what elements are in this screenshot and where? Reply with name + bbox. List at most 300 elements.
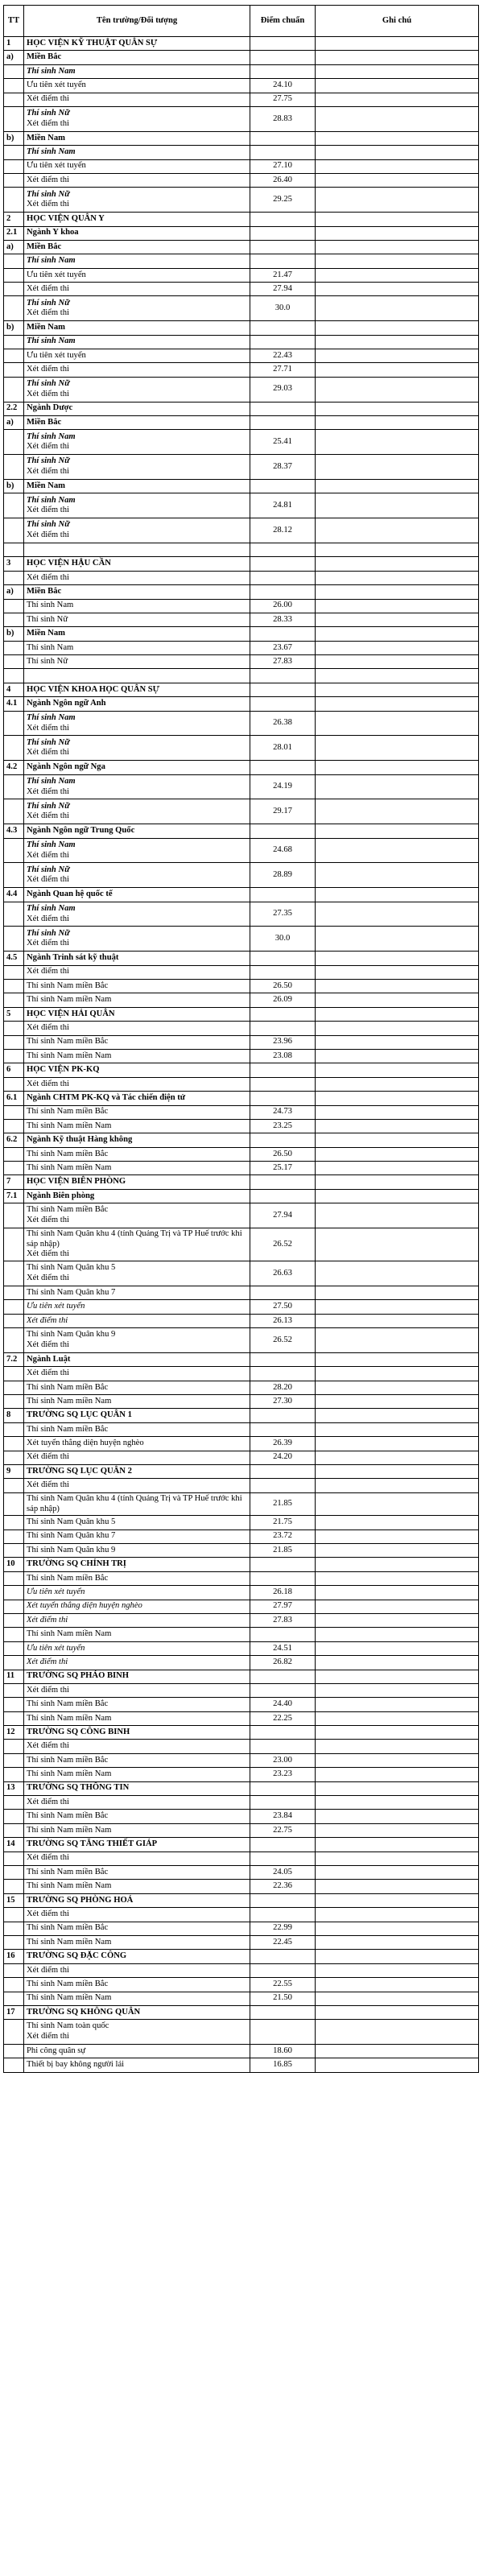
row-score-cell <box>250 1352 316 1366</box>
table-row <box>4 349 479 363</box>
row-number-cell <box>4 1381 24 1394</box>
row-number-cell <box>4 159 24 173</box>
row-name-line: Xét điểm thi <box>27 467 69 477</box>
row-name-line: Ưu tiên xét tuyển <box>27 1587 85 1597</box>
table-row <box>4 1465 479 1479</box>
row-note-cell <box>316 1352 479 1366</box>
row-note-cell <box>316 106 479 131</box>
row-name-line: Ưu tiên xét tuyển <box>27 350 86 360</box>
row-number-cell <box>4 455 24 480</box>
row-note-cell <box>316 711 479 736</box>
table-row <box>4 1880 479 1893</box>
table-row <box>4 335 479 349</box>
row-name-cell <box>24 1838 250 1852</box>
row-note-cell <box>316 51 479 64</box>
row-name-cell <box>24 1613 250 1627</box>
row-number-cell <box>4 1035 24 1049</box>
row-number-cell <box>4 993 24 1007</box>
row-name-cell <box>24 697 250 711</box>
row-name-line: Xét điểm thi <box>27 1315 68 1325</box>
row-name-line: TRƯỜNG SQ KHÔNG QUÂN <box>27 2007 141 2017</box>
row-name-line: HỌC VIỆN HẬU CẦN <box>27 559 111 568</box>
table-row <box>4 1261 479 1286</box>
row-name-line: Xét điểm thi <box>27 748 69 758</box>
row-name-cell <box>24 1530 250 1543</box>
row-name-line: Xét điểm thi <box>27 1274 69 1283</box>
row-name-line: Xét tuyển thẳng diện huyện nghèo <box>27 1601 142 1611</box>
table-row <box>4 254 479 268</box>
row-name-cell <box>24 1753 250 1767</box>
row-name-line: Thí sinh Nam miền Nam <box>27 1396 112 1406</box>
row-name-line: Ngành CHTM PK-KQ và Tác chiến điện tử <box>27 1092 186 1102</box>
row-name-line: Xét điểm thi <box>27 967 69 976</box>
row-name-cell <box>24 1479 250 1492</box>
row-number-cell <box>4 1711 24 1725</box>
row-note-cell <box>316 493 479 518</box>
row-note-cell <box>316 455 479 480</box>
row-name-line: Xét điểm thi <box>27 850 69 860</box>
table-row <box>4 479 479 493</box>
row-name-cell <box>24 761 250 774</box>
row-note-cell <box>316 1162 479 1175</box>
row-name-line: Thí sinh Nam miền Bắc <box>27 1699 109 1709</box>
table-row <box>4 761 479 774</box>
row-name-cell <box>24 1451 250 1464</box>
row-number-cell <box>4 979 24 993</box>
row-number-cell: b) <box>4 479 24 493</box>
row-note-cell <box>316 1328 479 1353</box>
row-name-cell <box>24 79 250 93</box>
row-number-cell <box>4 1147 24 1161</box>
row-score-cell: 27.10 <box>250 159 316 173</box>
row-score-cell <box>250 1670 316 1683</box>
row-name-line: Ngành Trinh sát kỹ thuật <box>27 953 119 963</box>
row-name-line: Phi công quân sự <box>27 2046 86 2055</box>
row-score-cell <box>250 683 316 696</box>
row-number-cell <box>4 1880 24 1893</box>
row-number-cell <box>4 283 24 296</box>
row-note-cell <box>316 430 479 455</box>
table-row <box>4 106 479 131</box>
table-row <box>4 599 479 613</box>
row-note-cell <box>316 2020 479 2045</box>
row-note-cell <box>316 1516 479 1530</box>
row-name-line: Thí sinh Nam miền Bắc <box>27 1424 109 1434</box>
row-name-cell <box>24 1395 250 1409</box>
row-note-cell <box>316 993 479 1007</box>
row-name-cell <box>24 599 250 613</box>
row-score-cell: 27.83 <box>250 655 316 669</box>
table-row <box>4 1670 479 1683</box>
row-number-cell <box>4 1077 24 1091</box>
row-number-cell <box>4 1451 24 1464</box>
table-row <box>4 1768 479 1781</box>
row-name-cell <box>24 993 250 1007</box>
row-name-cell <box>24 1893 250 1907</box>
row-name-line: Xét điểm thi <box>27 530 69 540</box>
row-number-cell <box>4 1162 24 1175</box>
row-number-cell <box>4 1823 24 1837</box>
row-score-cell: 27.71 <box>250 363 316 377</box>
row-name-cell <box>24 1683 250 1697</box>
row-note-cell <box>316 641 479 654</box>
row-name-cell <box>24 1922 250 1935</box>
row-score-cell <box>250 965 316 979</box>
table-row <box>4 79 479 93</box>
row-number-cell <box>4 493 24 518</box>
row-note-cell <box>316 927 479 952</box>
row-name-cell <box>24 363 250 377</box>
row-number-cell <box>4 173 24 187</box>
row-name-cell <box>24 1119 250 1133</box>
row-score-cell: 24.51 <box>250 1641 316 1655</box>
row-name-cell <box>24 51 250 64</box>
row-note-cell <box>316 1740 479 1753</box>
row-note-cell <box>316 2045 479 2058</box>
row-name-line: Thí sinh Nam <box>27 601 74 610</box>
table-row <box>4 799 479 824</box>
row-score-cell <box>250 1852 316 1865</box>
row-name-line: Thí sinh Nam Quân khu 9 <box>27 1330 116 1340</box>
row-number-cell: 4 <box>4 683 24 696</box>
row-note-cell <box>316 1656 479 1670</box>
row-note-cell <box>316 131 479 145</box>
row-name-cell <box>24 335 250 349</box>
row-score-cell <box>250 761 316 774</box>
row-number-cell <box>4 1328 24 1353</box>
row-score-cell: 28.20 <box>250 1381 316 1394</box>
row-number-cell: 16 <box>4 1950 24 1963</box>
row-number-cell <box>4 1810 24 1823</box>
row-note-cell <box>316 479 479 493</box>
row-name-line: Thiết bị bay không người lái <box>27 2060 125 2070</box>
row-name-line: Xét điểm thi <box>27 1853 69 1863</box>
row-score-cell: 24.19 <box>250 774 316 799</box>
row-note-cell <box>316 669 479 683</box>
table-row <box>4 557 479 571</box>
row-name-cell <box>24 402 250 415</box>
row-note-cell <box>316 518 479 543</box>
row-name-line: Xét điểm thi <box>27 1909 69 1918</box>
row-name-line: HỌC VIỆN PK-KQ <box>27 1065 100 1075</box>
row-name-line: Thí sinh Nam <box>27 431 76 441</box>
row-name-cell <box>24 669 250 683</box>
row-score-cell: 26.38 <box>250 711 316 736</box>
row-score-cell: 28.12 <box>250 518 316 543</box>
row-number-cell <box>4 1314 24 1327</box>
row-note-cell <box>316 1261 479 1286</box>
row-score-cell <box>250 479 316 493</box>
row-number-cell: a) <box>4 416 24 430</box>
row-name-cell <box>24 1007 250 1021</box>
row-number-cell <box>4 1613 24 1627</box>
row-name-cell <box>24 2020 250 2045</box>
row-score-cell: 27.94 <box>250 1203 316 1228</box>
row-number-cell: 4.2 <box>4 761 24 774</box>
row-number-cell: 8 <box>4 1409 24 1422</box>
row-note-cell <box>316 655 479 669</box>
row-name-cell <box>24 1261 250 1286</box>
row-score-cell <box>250 824 316 838</box>
row-score-cell: 23.25 <box>250 1119 316 1133</box>
row-name-line: Xét điểm thi <box>27 939 69 948</box>
row-number-cell: b) <box>4 321 24 335</box>
row-name-cell <box>24 1092 250 1105</box>
row-score-cell: 27.83 <box>250 1613 316 1627</box>
table-row <box>4 838 479 863</box>
row-number-cell: 9 <box>4 1465 24 1479</box>
row-score-cell <box>250 1133 316 1147</box>
row-number-cell: 2.2 <box>4 402 24 415</box>
row-name-cell <box>24 1558 250 1571</box>
row-name-cell <box>24 585 250 599</box>
row-score-cell: 22.43 <box>250 349 316 363</box>
row-number-cell <box>4 799 24 824</box>
row-score-cell <box>250 1465 316 1479</box>
table-row <box>4 1656 479 1670</box>
row-name-cell <box>24 1950 250 1963</box>
table-row <box>4 1286 479 1299</box>
table-row <box>4 296 479 321</box>
row-name-cell <box>24 377 250 402</box>
row-note-cell <box>316 240 479 254</box>
header-score: Điểm chuẩn <box>250 6 316 37</box>
row-note-cell <box>316 799 479 824</box>
row-number-cell <box>4 268 24 282</box>
table-row <box>4 1175 479 1189</box>
row-number-cell: a) <box>4 240 24 254</box>
row-score-cell <box>250 2020 316 2045</box>
row-name-cell <box>24 1586 250 1600</box>
row-name-cell <box>24 430 250 455</box>
row-number-cell: 3 <box>4 557 24 571</box>
row-name-line: Xét điểm thi <box>27 1023 69 1032</box>
row-number-cell: 15 <box>4 1893 24 1907</box>
table-row <box>4 1133 479 1147</box>
row-score-cell: 28.37 <box>250 455 316 480</box>
row-name-line: Ngành Ngôn ngữ Nga <box>27 762 105 772</box>
row-note-cell <box>316 1838 479 1852</box>
row-score-cell: 21.85 <box>250 1544 316 1558</box>
table-row <box>4 1228 479 1261</box>
row-note-cell <box>316 64 479 78</box>
row-note-cell <box>316 1571 479 1585</box>
row-score-cell: 23.72 <box>250 1530 316 1543</box>
row-score-cell: 23.84 <box>250 1810 316 1823</box>
row-note-cell <box>316 585 479 599</box>
row-number-cell: 6.2 <box>4 1133 24 1147</box>
row-number-cell: 7 <box>4 1175 24 1189</box>
row-score-cell <box>250 1838 316 1852</box>
row-name-line: Thí sinh Nữ <box>27 189 70 199</box>
table-row <box>4 1381 479 1394</box>
row-name-line: Ưu tiên xét tuyển <box>27 161 86 171</box>
row-number-cell: 1 <box>4 37 24 51</box>
row-name-cell <box>24 838 250 863</box>
row-number-cell <box>4 1395 24 1409</box>
row-name-line: Xét điểm thi <box>27 723 69 733</box>
row-name-cell <box>24 479 250 493</box>
row-number-cell: 11 <box>4 1670 24 1683</box>
row-note-cell <box>316 93 479 106</box>
row-note-cell <box>316 349 479 363</box>
row-name-line: Thí sinh Nữ <box>27 379 70 388</box>
row-number-cell: a) <box>4 585 24 599</box>
row-note-cell <box>316 268 479 282</box>
row-number-cell <box>4 1203 24 1228</box>
table-row <box>4 131 479 145</box>
table-row <box>4 1908 479 1922</box>
row-name-line: Thí sinh Nam miền Bắc <box>27 1107 109 1117</box>
table-row <box>4 1203 479 1228</box>
row-name-line: Xét điểm thi <box>27 1797 69 1806</box>
row-number-cell <box>4 902 24 927</box>
table-row <box>4 64 479 78</box>
row-score-cell: 26.18 <box>250 1586 316 1600</box>
row-note-cell <box>316 965 479 979</box>
row-number-cell <box>4 349 24 363</box>
table-row <box>4 585 479 599</box>
row-name-cell <box>24 1035 250 1049</box>
row-name-line: Miền Bắc <box>27 417 62 427</box>
row-score-cell: 24.10 <box>250 79 316 93</box>
row-name-cell <box>24 1865 250 1879</box>
row-note-cell <box>316 1465 479 1479</box>
row-name-line: Xét điểm thi <box>27 1965 69 1975</box>
row-name-line: TRƯỜNG SQ CÔNG BINH <box>27 1727 130 1736</box>
row-score-cell <box>250 1558 316 1571</box>
row-score-cell: 16.85 <box>250 2058 316 2072</box>
row-score-cell <box>250 627 316 641</box>
row-name-line: Ngành Ngôn ngữ Trung Quốc <box>27 826 135 836</box>
table-row <box>4 1753 479 1767</box>
row-name-cell <box>24 1049 250 1063</box>
row-name-line: Ưu tiên xét tuyển <box>27 80 86 90</box>
row-name-cell <box>24 711 250 736</box>
table-row <box>4 1119 479 1133</box>
row-note-cell <box>316 599 479 613</box>
row-note-cell <box>316 1077 479 1091</box>
row-name-line: HỌC VIỆN KHOA HỌC QUÂN SỰ <box>27 684 160 694</box>
row-note-cell <box>316 146 479 159</box>
row-note-cell <box>316 1978 479 1992</box>
row-score-cell: 29.03 <box>250 377 316 402</box>
row-number-cell: 2 <box>4 213 24 226</box>
table-row <box>4 979 479 993</box>
row-name-cell <box>24 1422 250 1436</box>
table-row <box>4 669 479 683</box>
row-name-line: Thí sinh Nam miền Nam <box>27 1993 112 2003</box>
row-score-cell <box>250 37 316 51</box>
row-number-cell <box>4 736 24 761</box>
row-score-cell <box>250 585 316 599</box>
row-score-cell: 26.50 <box>250 1147 316 1161</box>
row-name-cell <box>24 1978 250 1992</box>
row-name-line: Xét điểm thi <box>27 875 69 885</box>
row-name-cell <box>24 902 250 927</box>
row-score-cell <box>250 321 316 335</box>
row-number-cell <box>4 1228 24 1261</box>
row-number-cell <box>4 1367 24 1381</box>
row-name-cell <box>24 1409 250 1422</box>
table-row <box>4 1352 479 1366</box>
row-note-cell <box>316 1558 479 1571</box>
row-note-cell <box>316 571 479 584</box>
row-name-cell <box>24 1189 250 1203</box>
row-note-cell <box>316 1007 479 1021</box>
row-name-cell <box>24 613 250 626</box>
table-row <box>4 1049 479 1063</box>
row-score-cell: 27.75 <box>250 93 316 106</box>
row-name-cell <box>24 1022 250 1035</box>
row-name-line: Thí sinh Nam toàn quốc <box>27 2021 109 2031</box>
row-number-cell <box>4 1908 24 1922</box>
row-number-cell: 4.1 <box>4 697 24 711</box>
row-name-line: Xét điểm thi <box>27 1452 69 1462</box>
row-number-cell <box>4 571 24 584</box>
row-name-cell <box>24 1571 250 1585</box>
table-row <box>4 1781 479 1795</box>
row-name-line: TRƯỜNG SQ THÔNG TIN <box>27 1783 130 1793</box>
table-row <box>4 518 479 543</box>
row-name-line: Xét điểm thi <box>27 914 69 923</box>
row-name-line: TRƯỜNG SQ ĐẶC CÔNG <box>27 1951 127 1961</box>
row-name-cell <box>24 296 250 321</box>
row-name-cell <box>24 824 250 838</box>
row-number-cell <box>4 1683 24 1697</box>
row-name-cell <box>24 683 250 696</box>
table-row <box>4 2005 479 2019</box>
row-score-cell: 30.0 <box>250 927 316 952</box>
row-name-cell <box>24 1908 250 1922</box>
row-score-cell: 18.60 <box>250 2045 316 2058</box>
row-note-cell <box>316 1544 479 1558</box>
row-name-cell <box>24 146 250 159</box>
table-row <box>4 363 479 377</box>
row-note-cell <box>316 1628 479 1641</box>
row-score-cell <box>250 1022 316 1035</box>
row-name-line: Thí sinh Nam Quân khu 9 <box>27 1545 116 1554</box>
header-name: Tên trường/Đối tượng <box>24 6 250 37</box>
table-row <box>4 1022 479 1035</box>
table-row <box>4 1077 479 1091</box>
table-row <box>4 1367 479 1381</box>
row-score-cell <box>250 1175 316 1189</box>
row-name-cell <box>24 1992 250 2005</box>
row-name-cell <box>24 1711 250 1725</box>
row-name-cell <box>24 93 250 106</box>
row-score-cell: 24.40 <box>250 1698 316 1711</box>
row-note-cell <box>316 824 479 838</box>
row-name-cell <box>24 1935 250 1949</box>
row-score-cell: 26.00 <box>250 599 316 613</box>
table-row <box>4 455 479 480</box>
row-score-cell: 28.83 <box>250 106 316 131</box>
row-note-cell <box>316 1203 479 1228</box>
row-name-line: Ngành Luật <box>27 1354 71 1364</box>
row-name-line: Xét điểm thi <box>27 1657 68 1666</box>
table-row <box>4 627 479 641</box>
table-row <box>4 1530 479 1543</box>
row-number-cell <box>4 296 24 321</box>
row-note-cell <box>316 1035 479 1049</box>
table-row <box>4 1978 479 1992</box>
row-note-cell <box>316 1698 479 1711</box>
row-name-cell <box>24 1628 250 1641</box>
row-number-cell: b) <box>4 131 24 145</box>
table-row <box>4 543 479 556</box>
row-name-line: Xét điểm thi <box>27 1480 69 1490</box>
